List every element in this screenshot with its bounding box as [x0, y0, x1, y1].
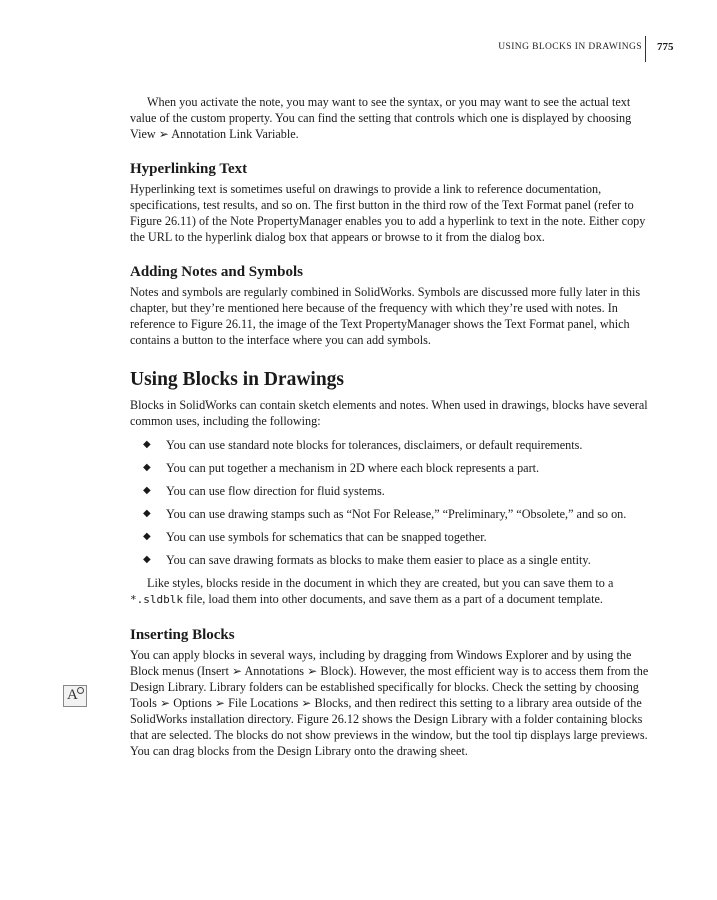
list-item [130, 552, 655, 568]
list-item-text: You can use symbols for schematics that can be snapped together. [166, 530, 487, 544]
diamond-bullet-icon: ◆ [143, 439, 151, 450]
diamond-bullet-icon: ◆ [143, 554, 151, 565]
list-item-text: You can use flow direction for fluid systems. [166, 484, 385, 498]
blocks-intro-paragraph: Blocks in SolidWorks can contain sketch elements and notes. When used in drawings, blocks have several common uses, including the following: [130, 398, 648, 428]
file-extension-code: *.sldblk [130, 593, 183, 606]
list-item-text: You can use drawing stamps such as “Not For Release,” “Preliminary,” “Obsolete,” and so on. [166, 507, 627, 521]
section-heading-notes-symbols: Adding Notes and Symbols [130, 264, 303, 280]
diamond-bullet-icon: ◆ [143, 485, 151, 496]
header-divider [645, 36, 646, 62]
section-heading-hyperlinking: Hyperlinking Text [130, 161, 248, 177]
section-heading-inserting-blocks: Inserting Blocks [130, 627, 235, 643]
intro-paragraph: When you activate the note, you may want to see the syntax, or you may want to see the actual text value of the custom property. You can find the setting that controls which one is displayed by choosing View ➢ Annotation Link Variable. [130, 95, 632, 141]
running-title: USING BLOCKS IN DRAWINGS [498, 42, 642, 52]
note-annotation-icon [63, 685, 87, 707]
list-item [130, 506, 655, 522]
notes-symbols-paragraph: Notes and symbols are regularly combined in SolidWorks. Symbols are discussed more fully later in this chapter, but they’re mentioned here because of the frequency with which they’re used with notes. In reference to Figure 26.11, the image of the Text PropertyManager shows the Text Format panel, which contains a button to the interface where you can add symbols. [130, 285, 641, 347]
styles-text-post: file, load them into other documents, and save them as a part of a document template. [182, 592, 603, 606]
section-heading-using-blocks: Using Blocks in Drawings [130, 369, 345, 390]
list-item [130, 460, 655, 476]
degree-ring [77, 687, 84, 694]
styles-text-pre: Like styles, blocks reside in the document in which they are created, but you can save them to a [147, 576, 614, 590]
list-item-text: You can use standard note blocks for tolerances, disclaimers, or default requirements. [166, 438, 583, 452]
diamond-bullet-icon: ◆ [143, 531, 151, 542]
diamond-bullet-icon: ◆ [143, 508, 151, 519]
running-header [0, 36, 717, 64]
inserting-paragraph: You can apply blocks in several ways, including by dragging from Windows Explorer and by using the Block menus (Insert ➢ Annotations ➢ Block). However, the most efficient way is to access them from the Design Library. Library folders can be established specifically for blocks. Check the setting by choosing Tools ➢ Options ➢ File Locations ➢ Blocks, and then redirect this setting to a library area outside of the SolidWorks installation directory. Figure 26.12 shows the Design Library with a folder containing blocks that are selected. The blocks do not show previews in the window, but the tool tip displays large previews. You can drag blocks from the Design Library onto the drawing sheet. [130, 648, 649, 758]
blocks-uses-list [130, 437, 655, 568]
hyperlinking-paragraph: Hyperlinking text is sometimes useful on drawings to provide a link to reference documentation, specifications, test results, and so on. The first button in the third row of the Text Format panel (refer to Figure 26.11) of the Note PropertyManager enables you to add a hyperlink to text in the note. Either copy the URL to the hyperlink dialog box that appears or browse to it from the dialog box. [130, 182, 646, 244]
page-number: 775 [657, 41, 674, 53]
list-item [130, 483, 655, 499]
styles-paragraph [130, 575, 655, 608]
list-item [130, 437, 655, 453]
list-item-text: You can put together a mechanism in 2D where each block represents a part. [166, 461, 540, 475]
diamond-bullet-icon: ◆ [143, 462, 151, 473]
page-body [130, 94, 655, 759]
list-item-text: You can save drawing formats as blocks to make them easier to place as a single entity. [166, 553, 591, 567]
list-item [130, 529, 655, 545]
letter-a-glyph: A [67, 687, 78, 703]
